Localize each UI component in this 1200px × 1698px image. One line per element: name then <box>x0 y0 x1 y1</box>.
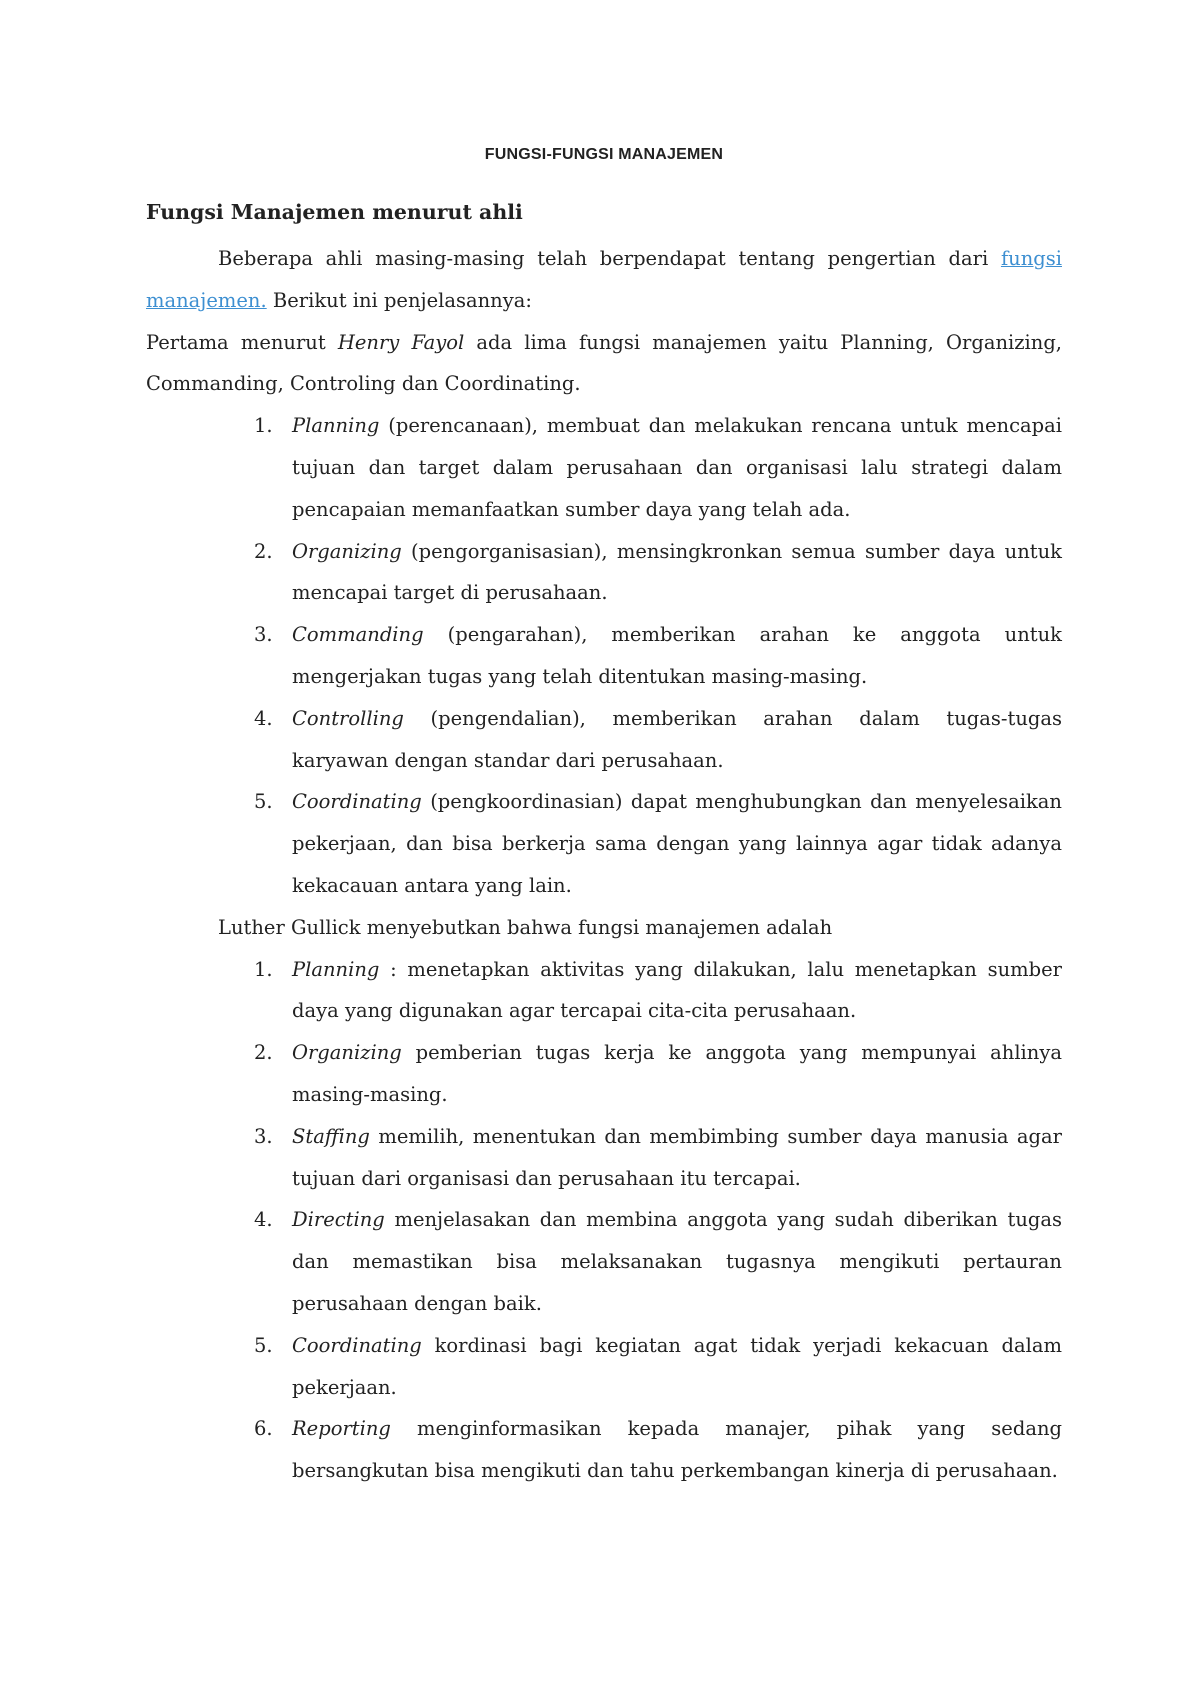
function-term: Organizing <box>292 1041 402 1065</box>
fungsi-manajemen-link[interactable]: fungsi manajemen. <box>146 247 1062 312</box>
document-title: FUNGSI-FUNGSI MANAJEMEN <box>484 146 724 163</box>
gullick-paragraph: Luther Gullick menyebutkan bahwa fungsi manajemen adalah <box>218 915 833 939</box>
function-description: memilih, menentukan dan membimbing sumber daya manusia agar tujuan dari organisasi dan perusahaan itu tercapai. <box>292 1124 1062 1190</box>
function-term: Coordinating <box>292 790 422 814</box>
list-number: 5. <box>254 1333 273 1357</box>
list-item <box>146 1325 1062 1409</box>
intro-text-after: Berikut ini penjelasannya: <box>266 288 532 312</box>
list-number: 1. <box>254 957 273 981</box>
list-item <box>146 405 1062 530</box>
function-description: (pengorganisasian), mensingkronkan semua sumber daya untuk mencapai target di perusahaan. <box>292 539 1062 605</box>
list-item <box>146 1408 1062 1492</box>
list-number: 4. <box>254 706 273 730</box>
list-item <box>146 1032 1062 1116</box>
section-heading: Fungsi Manajemen menurut ahli <box>146 200 523 224</box>
list-number: 5. <box>254 790 273 814</box>
intro-text-before: Beberapa ahli masing-masing telah berpendapat tentang pengertian dari <box>218 247 1001 270</box>
list-number: 1. <box>254 414 273 438</box>
function-term: Staffing <box>292 1124 370 1148</box>
list-item <box>146 781 1062 906</box>
list-number: 2. <box>254 1041 273 1065</box>
function-term: Commanding <box>292 623 424 647</box>
function-description: pemberian tugas kerja ke anggota yang mempunyai ahlinya masing-masing. <box>292 1041 1062 1106</box>
function-term: Planning <box>292 957 380 981</box>
fayol-lead-before: Pertama menurut <box>146 330 338 354</box>
function-description: : menetapkan aktivitas yang dilakukan, lalu menetapkan sumber daya yang digunakan agar tercapai cita-cita perusahaan. <box>292 957 1062 1023</box>
function-term: Reporting <box>292 1417 391 1441</box>
list-item <box>146 1116 1062 1200</box>
list-number: 3. <box>254 1124 273 1148</box>
list-number: 2. <box>254 539 273 563</box>
list-number: 3. <box>254 623 273 647</box>
function-description: (pengkoordinasian) dapat menghubungkan dan menyelesaikan pekerjaan, dan bisa berkerja sama dengan yang lainnya agar tidak adanya kekacauan antara yang lain. <box>292 790 1062 897</box>
function-term: Coordinating <box>292 1333 422 1357</box>
function-description: (pengarahan), memberikan arahan ke anggota untuk mengerjakan tugas yang telah ditentukan masing-masing. <box>292 623 1062 688</box>
function-term: Controlling <box>292 706 404 730</box>
intro-paragraph <box>146 238 1062 322</box>
fayol-paragraph <box>146 322 1062 406</box>
document-body <box>146 238 1062 1492</box>
list-number: 4. <box>254 1208 273 1232</box>
fayol-author: Henry Fayol <box>337 330 465 354</box>
function-term: Directing <box>292 1208 385 1232</box>
fayol-function-list <box>146 405 1062 907</box>
gullick-function-list <box>146 949 1062 1492</box>
function-description: (perencanaan), membuat dan melakukan rencana untuk mencapai tujuan dan target dalam perusahaan dan organisasi lalu strategi dalam pencapaian memanfaatkan sumber daya yang telah ada. <box>292 414 1062 521</box>
function-description: menginformasikan kepada manajer, pihak yang sedang bersangkutan bisa mengikuti dan tahu perkembangan kinerja di perusahaan. <box>292 1417 1062 1483</box>
list-item <box>146 614 1062 698</box>
list-item <box>146 698 1062 782</box>
function-term: Planning <box>292 414 380 438</box>
list-item <box>146 1199 1062 1324</box>
list-item <box>146 531 1062 615</box>
function-term: Organizing <box>292 539 402 563</box>
function-description: (pengendalian), memberikan arahan dalam tugas-tugas karyawan dengan standar dari perusahaan. <box>292 706 1062 772</box>
list-item <box>146 949 1062 1033</box>
list-number: 6. <box>254 1417 273 1441</box>
function-description: menjelasakan dan membina anggota yang sudah diberikan tugas dan memastikan bisa melaksanakan tugasnya mengikuti pertauran perusahaan dengan baik. <box>292 1208 1062 1315</box>
fayol-lead-after: ada lima fungsi manajemen yaitu Planning, Organizing, Commanding, Controling dan Coordinating. <box>146 330 1062 396</box>
function-description: kordinasi bagi kegiatan agat tidak yerjadi kekacuan dalam pekerjaan. <box>292 1333 1062 1399</box>
